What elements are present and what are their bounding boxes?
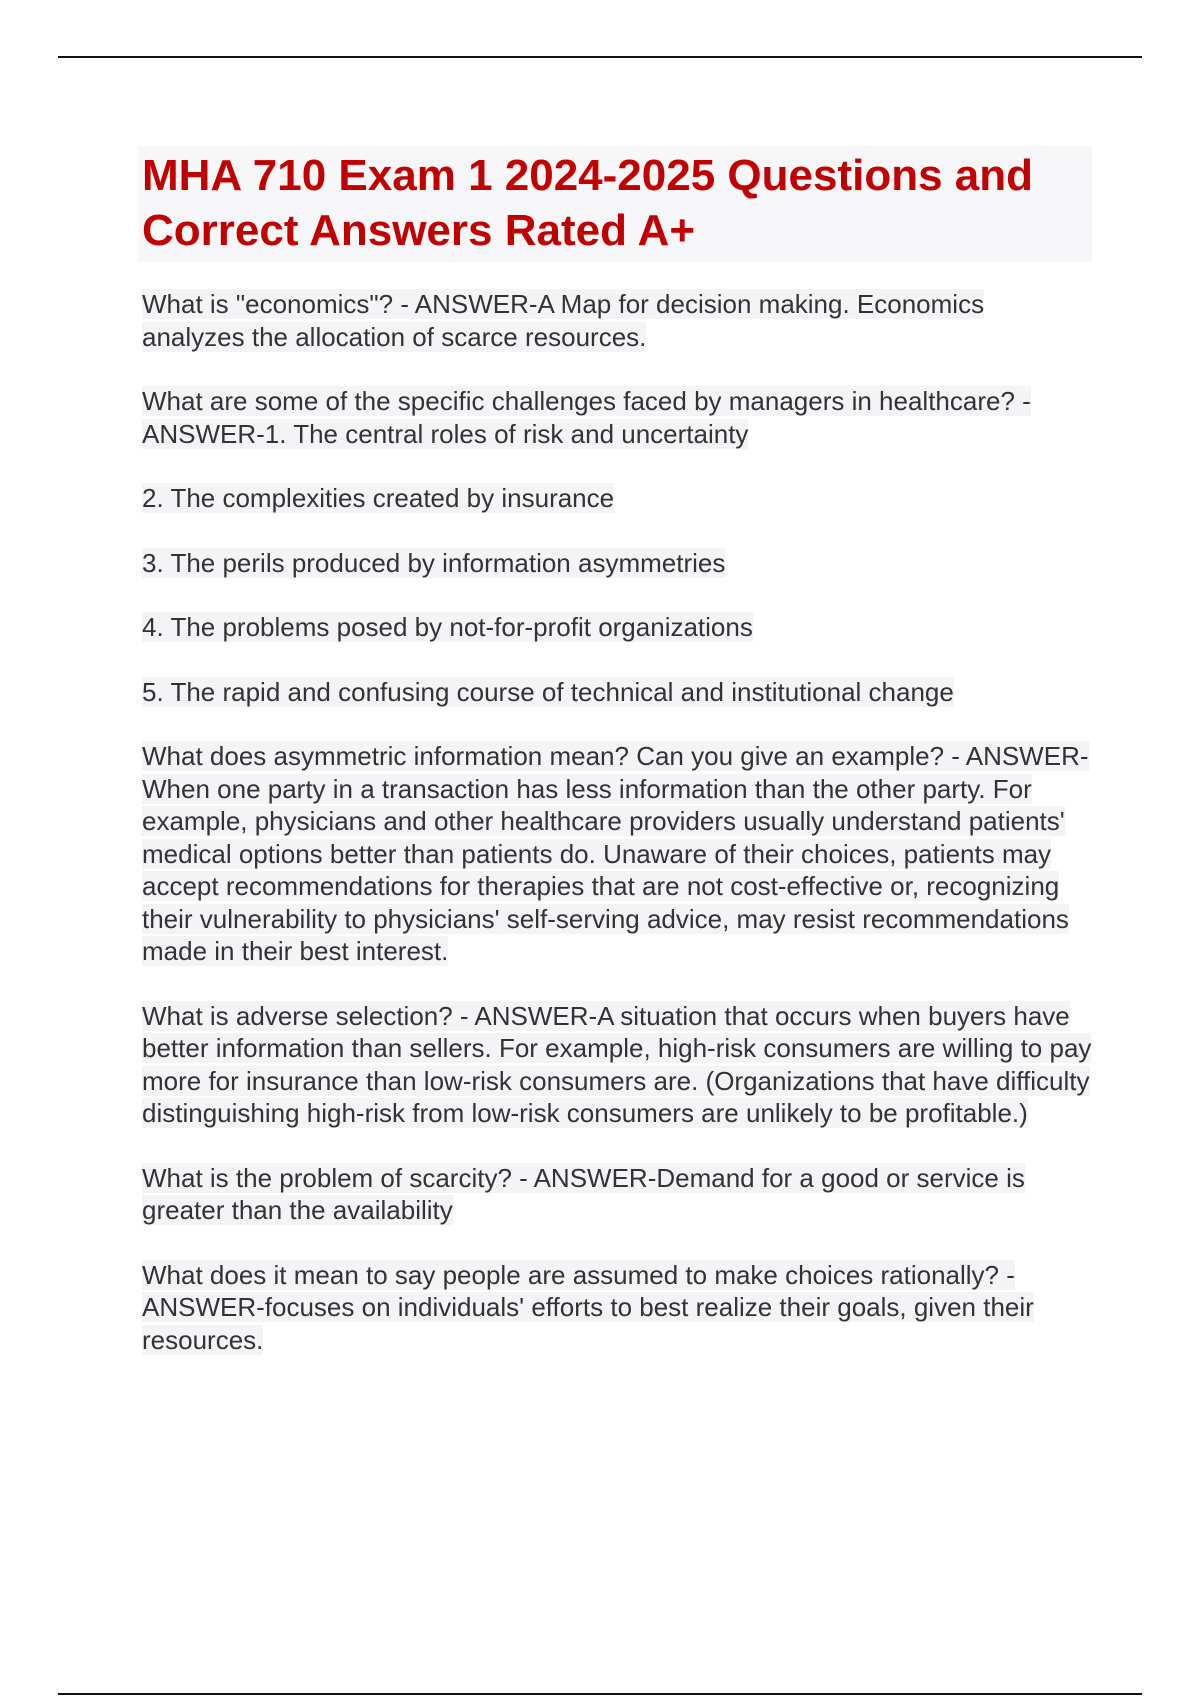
bottom-rule [58,1693,1142,1695]
qa-economics: What is "economics"? - ANSWER-A Map for decision making. Economics analyzes the allocation of scarce resources. [142,289,985,352]
qa-scarcity: What is the problem of scarcity? - ANSWER-Demand for a good or service is greater than the availability [142,1162,1025,1225]
list-item-asymmetries: 3. The perils produced by information asymmetries [142,547,726,578]
list-item-not-for-profit: 4. The problems posed by not-for-profit organizations [142,612,753,642]
page-title: MHA 710 Exam 1 2024-2025 Questions and Correct Answers Rated A+ [142,151,1033,255]
list-item-insurance: 2. The complexities created by insurance [142,483,615,513]
qa-rational-choices: What does it mean to say people are assumed to make choices rationally? - ANSWER-focuses on individuals' efforts to best realize their goals, given their resources. [142,1259,1034,1355]
qa-adverse-selection: What is adverse selection? - ANSWER-A situation that occurs when buyers have better information than sellers. For example, high-risk consumers are willing to pay more for insurance than low-risk consumers are. (Organizations that have difficulty distinguishing high-risk from low-risk consumers are unlikely to be profitable.) [142,1000,1092,1128]
qa-asymmetric-information: What does asymmetric information mean? Can you give an example? - ANSWER-When one party in a transaction has less information than the other party. For example, physicians and other healthcare providers usually understand patients' medical options better than patients do. Unaware of their choices, patients may accept recommendations for therapies that are not cost-effective or, recognizing their vulnerability to physicians' self-serving advice, may resist recommendations made in their best interest. [142,741,1089,966]
qa-challenges: What are some of the specific challenges faced by managers in healthcare? - ANSWER-1. The central roles of risk and uncertainty [142,386,1031,449]
list-item-change: 5. The rapid and confusing course of technical and institutional change [142,676,954,707]
title-block [138,146,1092,262]
document-body [142,146,1092,1388]
top-rule [58,56,1142,58]
